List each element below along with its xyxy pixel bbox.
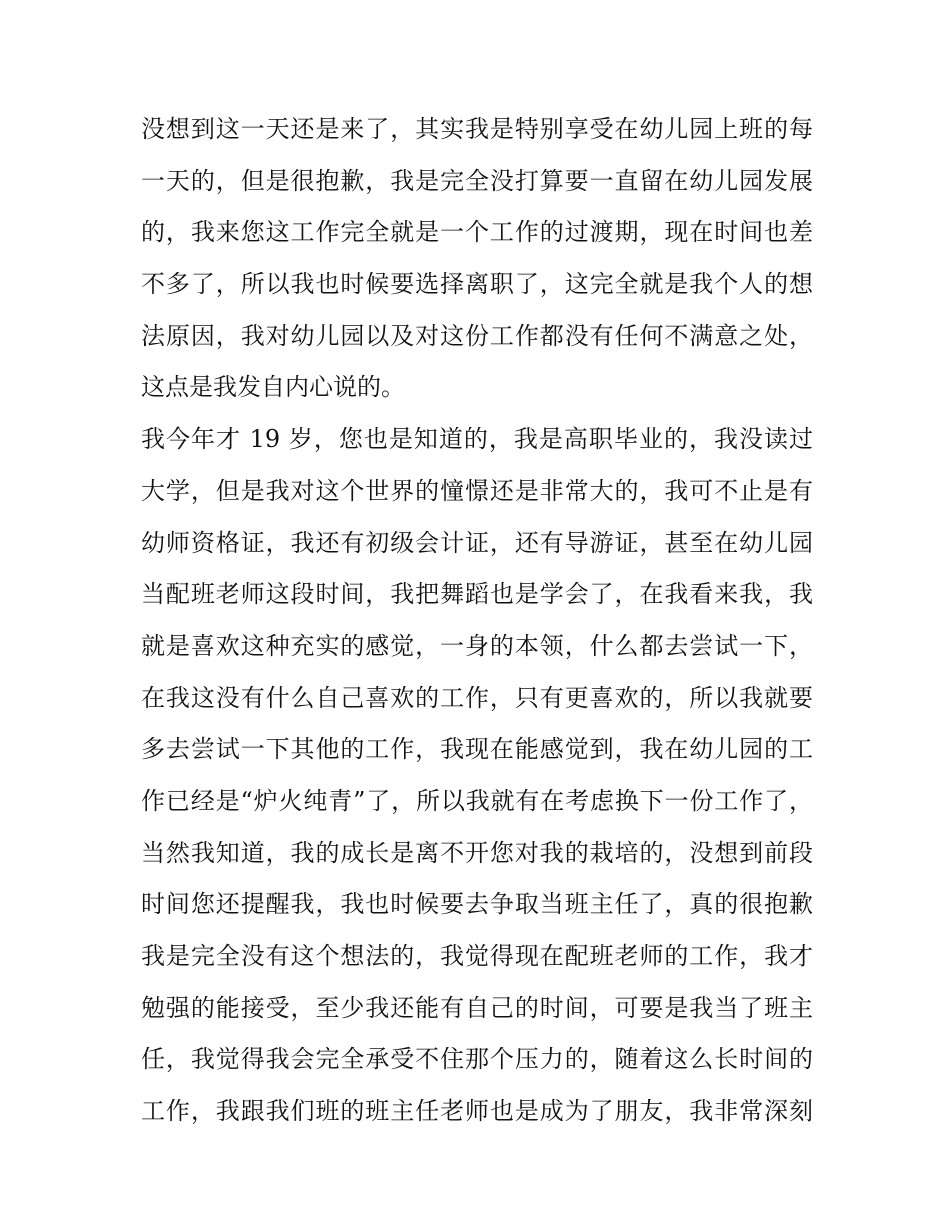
text-line: 工作，我跟我们班的班主任老师也是成为了朋友，我非常深刻 <box>141 1097 813 1126</box>
text-line: 法原因，我对幼儿园以及对这份工作都没有任何不满意之处， <box>141 321 813 350</box>
text-line: 当配班老师这段时间，我把舞蹈也是学会了，在我看来我，我 <box>141 580 813 609</box>
text-line: 就是喜欢这种充实的感觉，一身的本领，什么都去尝试一下， <box>141 631 813 660</box>
body-text <box>141 104 813 1138</box>
text-line: 多去尝试一下其他的工作，我现在能感觉到，我在幼儿园的工 <box>141 735 813 764</box>
text-line: 大学，但是我对这个世界的憧憬还是非常大的，我可不止是有 <box>141 476 813 505</box>
text-line: 幼师资格证，我还有初级会计证，还有导游证，甚至在幼儿园 <box>141 528 813 557</box>
text-line: 没想到这一天还是来了，其实我是特别享受在幼儿园上班的每 <box>141 115 813 143</box>
text-line: 当然我知道，我的成长是离不开您对我的栽培的，没想到前段 <box>141 838 813 867</box>
text-line: 我今年才 19 岁，您也是知道的，我是高职毕业的，我没读过 <box>141 425 813 454</box>
text-line: 的，我来您这工作完全就是一个工作的过渡期，现在时间也差 <box>141 218 813 247</box>
text-line: 这点是我发自内心说的。 <box>141 373 405 402</box>
text-line: 任，我觉得我会完全承受不住那个压力的，随着这么长时间的 <box>141 1045 813 1074</box>
text-line: 不多了，所以我也时候要选择离职了，这完全就是我个人的想 <box>141 270 813 299</box>
paragraph-2 <box>141 414 813 1138</box>
text-line: 一天的，但是很抱歉，我是完全没打算要一直留在幼儿园发展 <box>141 166 813 195</box>
text-line: 在我这没有什么自己喜欢的工作，只有更喜欢的，所以我就要 <box>141 683 813 712</box>
text-line: 勉强的能接受，至少我还能有自己的时间，可要是我当了班主 <box>141 993 813 1022</box>
paragraph-1 <box>141 104 813 414</box>
text-line: 我是完全没有这个想法的，我觉得现在配班老师的工作，我才 <box>141 942 813 970</box>
text-line: 时间您还提醒我，我也时候要去争取当班主任了，真的很抱歉 <box>141 890 813 919</box>
text-line: 作已经是“炉火纯青”了，所以我就有在考虑换下一份工作了， <box>141 786 813 815</box>
